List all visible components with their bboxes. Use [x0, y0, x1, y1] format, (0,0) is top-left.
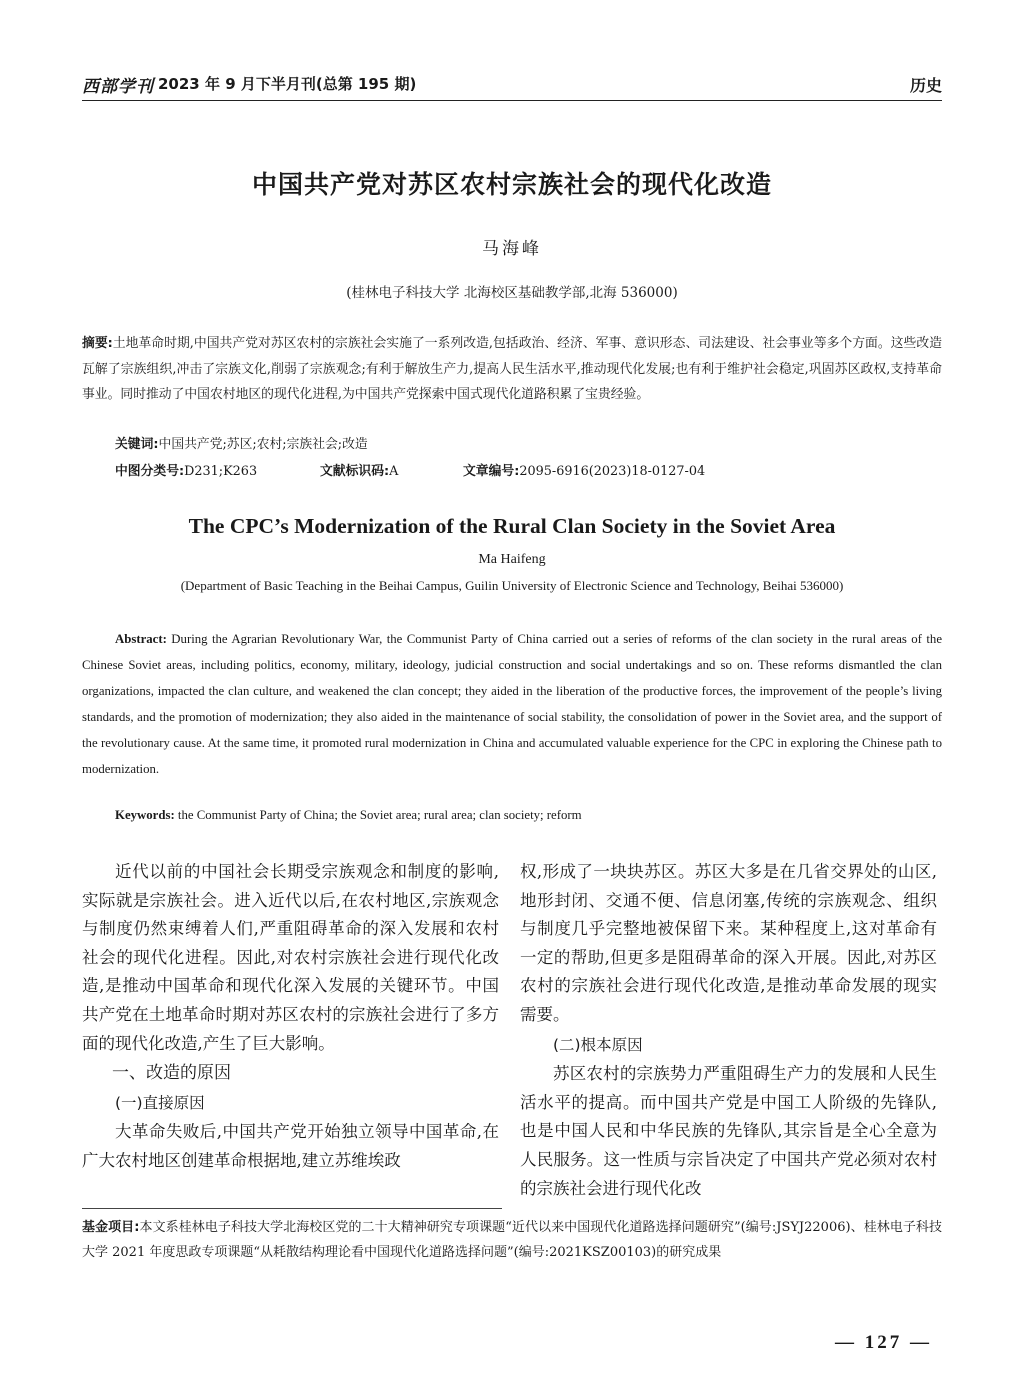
- paper-title-cn: 中国共产党对苏区农村宗族社会的现代化改造: [251, 170, 772, 199]
- funding-text: 本文系桂林电子科技大学北海校区党的二十大精神研究专项课题“近代以来中国现代化道路选择问题研究”(编号:JSYJ22006)、桂林电子科技大学 2021 年度思政专项课题“从耗散结构理论看中国现代化道路选择问题”(编号:2021KSZ00103)的研究成果: [82, 1220, 942, 1260]
- direct-reason-continued: 权,形成了一块块苏区。苏区大多是在几省交界处的山区,地形封闭、交通不便、信息闭塞,传统的宗族观念、组织与制度几乎完整地被保留下来。某种程度上,这对革命有一定的帮助,但更多是阻碍革命的深入开展。因此,对苏区农村的宗族社会进行现代化改造,是推动革命发展的现实需要。: [520, 862, 937, 1024]
- keywords-cn-text: 中国共产党;苏区;农村;宗族社会;改造: [158, 437, 368, 452]
- clc-value: D231;K263: [184, 464, 258, 479]
- section-heading-1: 一、改造的原因: [112, 1063, 231, 1084]
- abstract-cn: [82, 331, 942, 408]
- body-column-left: [82, 858, 499, 1176]
- journal-logo: 西部学刊: [82, 77, 154, 97]
- doc-value: A: [389, 464, 399, 479]
- keywords-cn: [115, 433, 368, 452]
- section-label: 历史: [909, 76, 942, 95]
- subsection-heading-root: (二)根本原因: [553, 1035, 643, 1054]
- abstract-en: [82, 626, 942, 782]
- article-value: 2095-6916(2023)18-0127-04: [519, 464, 706, 479]
- subsection-heading-direct: (一)直接原因: [115, 1093, 205, 1112]
- running-header: [82, 70, 942, 101]
- article-label: 文章编号:: [463, 464, 520, 479]
- paper-title-en: The CPC’s Modernization of the Rural Clan Society in the Soviet Area: [188, 514, 836, 538]
- abstract-en-label: Abstract:: [115, 632, 167, 646]
- root-reason-paragraph: 苏区农村的宗族势力严重阻碍生产力的发展和人民生活水平的提高。而中国共产党是中国工人阶级的先锋队,也是中国人民和中华民族的先锋队,其宗旨是全心全意为人民服务。这一性质与宗旨决定了中国共产党必须对农村的宗族社会进行现代化改: [520, 1064, 937, 1198]
- clc-number: [115, 460, 257, 479]
- affiliation-cn: (桂林电子科技大学 北海校区基础教学部,北海 536000): [346, 285, 678, 301]
- clc-label: 中图分类号:: [115, 464, 185, 479]
- article-number: [463, 460, 705, 479]
- keywords-en-label: Keywords:: [115, 808, 175, 822]
- keywords-cn-label: 关键词:: [115, 437, 159, 452]
- intro-paragraph: 近代以前的中国社会长期受宗族观念和制度的影响,实际就是宗族社会。进入近代以后,在农村地区,宗族观念与制度仍然束缚着人们,严重阻碍革命的深入发展和农村社会的现代化进程。因此,对农村宗族社会进行现代化改造,是推动中国革命和现代化深入发展的关键环节。中国共产党在土地革命时期对苏区农村的宗族社会进行了多方面的现代化改造,产生了巨大影响。: [82, 862, 499, 1053]
- author-cn: 马海峰: [482, 239, 542, 259]
- page-number: — 127 —: [835, 1332, 932, 1353]
- abstract-cn-text: 土地革命时期,中国共产党对苏区农村的宗族社会实施了一系列改造,包括政治、经济、军事、意识形态、司法建设、社会事业等多个方面。这些改造瓦解了宗族组织,冲击了宗族文化,削弱了宗族观念;有利于解放生产力,提高人民生活水平,推动现代化发展;也有利于维护社会稳定,巩固苏区政权,支持革命事业。同时推动了中国农村地区的现代化进程,为中国共产党探索中国式现代化道路积累了宝贵经验。: [82, 336, 942, 402]
- journal-issue: 2023 年 9 月下半月刊(总第 195 期): [158, 75, 417, 93]
- keywords-en: [115, 808, 582, 823]
- direct-reason-paragraph: 大革命失败后,中国共产党开始独立领导中国革命,在广大农村地区创建革命根据地,建立苏维埃政: [82, 1122, 499, 1170]
- body-column-right: [520, 858, 937, 1203]
- author-en: Ma Haifeng: [478, 552, 546, 567]
- funding-label: 基金项目:: [82, 1220, 140, 1235]
- funding-footnote: [82, 1215, 942, 1265]
- affiliation-en: (Department of Basic Teaching in the Beihai Campus, Guilin University of Electronic Science and Technology, Beihai 536000): [180, 578, 844, 593]
- abstract-en-text: During the Agrarian Revolutionary War, the Communist Party of China carried out a series of reforms of the clan society in the rural areas of the Chinese Soviet areas, including politics, economy, military, ideology, judicial construction and social undertakings and so on. These reforms dismantled the clan organizations, impacted the clan culture, and weakened the clan concept; they aided in the liberation of the productive forces, the improvement of the people’s living standards, and the promotion of modernization; they also aided in the maintenance of social stability, the consolidation of power in the Soviet area, and the support of the revolutionary cause. At the same time, it promoted rural modernization in China and accumulated valuable experience for the CPC in exploring the Chinese path to modernization.: [82, 632, 942, 776]
- footnote-divider: [82, 1208, 502, 1209]
- document-code: [320, 460, 398, 479]
- doc-label: 文献标识码:: [320, 464, 390, 479]
- abstract-cn-label: 摘要:: [82, 336, 113, 351]
- keywords-en-text: the Communist Party of China; the Soviet area; rural area; clan society; reform: [174, 808, 582, 822]
